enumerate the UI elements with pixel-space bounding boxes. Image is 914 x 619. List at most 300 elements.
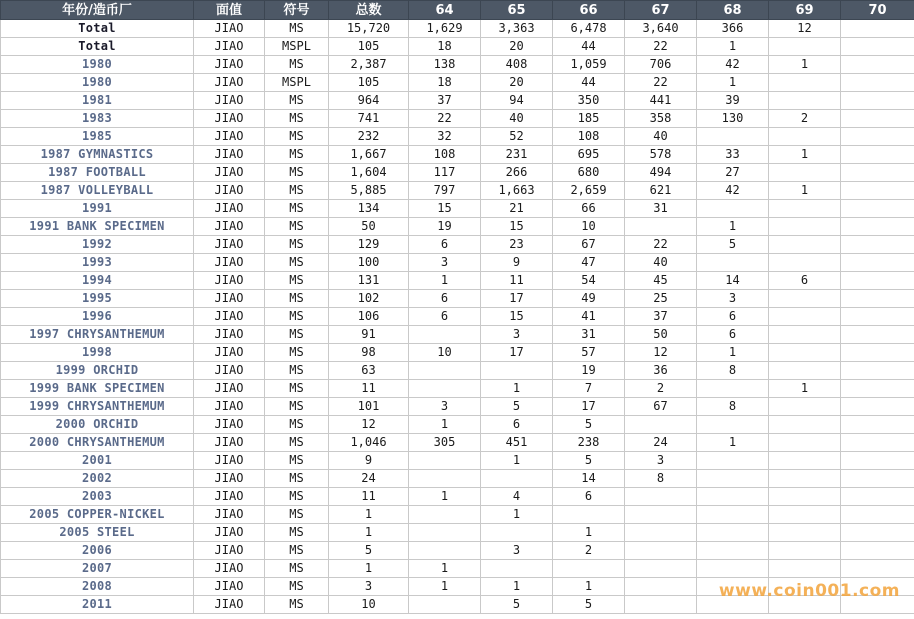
header-grade-68: 68 <box>697 1 769 20</box>
grade-66-cell: 44 <box>553 74 625 92</box>
grade-70-cell <box>841 146 914 164</box>
symbol-cell: MS <box>265 128 329 146</box>
grade-64-cell: 10 <box>409 344 481 362</box>
grade-65-cell: 40 <box>481 110 553 128</box>
grade-70-cell <box>841 236 914 254</box>
total-cell: 98 <box>329 344 409 362</box>
grade-68-cell: 27 <box>697 164 769 182</box>
grade-66-cell: 695 <box>553 146 625 164</box>
watermark: www.coin001.com <box>718 581 900 601</box>
grade-65-cell: 5 <box>481 596 553 614</box>
grade-67-cell: 22 <box>625 38 697 56</box>
grade-69-cell <box>769 362 841 380</box>
grade-68-cell: 8 <box>697 398 769 416</box>
total-cell: 741 <box>329 110 409 128</box>
table-row <box>1 182 914 200</box>
grade-70-cell <box>841 218 914 236</box>
grade-66-cell: 2,659 <box>553 182 625 200</box>
denomination-cell: JIAO <box>194 578 265 596</box>
grade-64-cell: 32 <box>409 128 481 146</box>
grade-67-cell: 706 <box>625 56 697 74</box>
grade-69-cell <box>769 470 841 488</box>
grade-69-cell <box>769 164 841 182</box>
grade-65-cell: 9 <box>481 254 553 272</box>
symbol-cell: MS <box>265 326 329 344</box>
symbol-cell: MS <box>265 380 329 398</box>
grade-70-cell <box>841 542 914 560</box>
grade-66-cell: 66 <box>553 200 625 218</box>
grade-64-cell: 18 <box>409 74 481 92</box>
total-cell: 102 <box>329 290 409 308</box>
grade-70-cell <box>841 254 914 272</box>
grade-65-cell <box>481 470 553 488</box>
total-cell: 11 <box>329 380 409 398</box>
grade-64-cell: 108 <box>409 146 481 164</box>
grade-68-cell: 14 <box>697 272 769 290</box>
total-cell: 2,387 <box>329 56 409 74</box>
header-grade-69: 69 <box>769 1 841 20</box>
denomination-cell: JIAO <box>194 488 265 506</box>
denomination-cell: JIAO <box>194 506 265 524</box>
grade-65-cell: 1 <box>481 578 553 596</box>
grade-67-cell <box>625 488 697 506</box>
grade-68-cell: 1 <box>697 38 769 56</box>
total-cell: 1 <box>329 524 409 542</box>
total-cell: 131 <box>329 272 409 290</box>
denomination-cell: JIAO <box>194 452 265 470</box>
grade-66-cell: 185 <box>553 110 625 128</box>
grade-65-cell: 20 <box>481 74 553 92</box>
symbol-cell: MS <box>265 362 329 380</box>
grade-65-cell: 1 <box>481 506 553 524</box>
grade-68-cell: 1 <box>697 344 769 362</box>
grade-64-cell: 1 <box>409 578 481 596</box>
year-cell: 1995 <box>1 290 194 308</box>
grade-67-cell <box>625 596 697 614</box>
grade-66-cell <box>553 506 625 524</box>
grade-70-cell <box>841 92 914 110</box>
grade-65-cell: 21 <box>481 200 553 218</box>
symbol-cell: MS <box>265 272 329 290</box>
grade-67-cell <box>625 506 697 524</box>
grade-65-cell: 15 <box>481 218 553 236</box>
grade-67-cell: 24 <box>625 434 697 452</box>
year-cell: 1983 <box>1 110 194 128</box>
grade-66-cell: 47 <box>553 254 625 272</box>
grade-70-cell <box>841 164 914 182</box>
grade-64-cell: 305 <box>409 434 481 452</box>
grade-68-cell <box>697 542 769 560</box>
grade-64-cell <box>409 524 481 542</box>
year-cell: 1980 <box>1 74 194 92</box>
grade-70-cell <box>841 74 914 92</box>
grade-64-cell: 6 <box>409 290 481 308</box>
grade-65-cell: 3 <box>481 326 553 344</box>
grade-69-cell: 12 <box>769 20 841 38</box>
total-cell: 3 <box>329 578 409 596</box>
table-row <box>1 272 914 290</box>
table-row <box>1 38 914 56</box>
total-cell: 50 <box>329 218 409 236</box>
grade-66-cell: 49 <box>553 290 625 308</box>
grade-69-cell <box>769 200 841 218</box>
denomination-cell: JIAO <box>194 218 265 236</box>
denomination-cell: JIAO <box>194 56 265 74</box>
denomination-cell: JIAO <box>194 20 265 38</box>
grade-65-cell: 1 <box>481 452 553 470</box>
grade-65-cell: 451 <box>481 434 553 452</box>
grade-70-cell <box>841 362 914 380</box>
grade-68-cell: 6 <box>697 308 769 326</box>
grade-69-cell <box>769 524 841 542</box>
grade-70-cell <box>841 452 914 470</box>
year-cell: 1997 CHRYSANTHEMUM <box>1 326 194 344</box>
grade-64-cell <box>409 506 481 524</box>
header-row <box>1 1 914 20</box>
symbol-cell: MS <box>265 344 329 362</box>
denomination-cell: JIAO <box>194 344 265 362</box>
grade-66-cell: 54 <box>553 272 625 290</box>
denomination-cell: JIAO <box>194 164 265 182</box>
grade-68-cell <box>697 488 769 506</box>
denomination-cell: JIAO <box>194 524 265 542</box>
symbol-cell: MS <box>265 524 329 542</box>
symbol-cell: MS <box>265 20 329 38</box>
grade-64-cell <box>409 596 481 614</box>
grade-65-cell: 23 <box>481 236 553 254</box>
grade-69-cell <box>769 506 841 524</box>
symbol-cell: MS <box>265 434 329 452</box>
table-row <box>1 56 914 74</box>
table-row <box>1 200 914 218</box>
grade-69-cell: 1 <box>769 146 841 164</box>
grade-65-cell: 1,663 <box>481 182 553 200</box>
total-cell: 5,885 <box>329 182 409 200</box>
total-cell: 9 <box>329 452 409 470</box>
grade-65-cell: 11 <box>481 272 553 290</box>
grade-69-cell <box>769 326 841 344</box>
symbol-cell: MS <box>265 560 329 578</box>
grade-66-cell: 31 <box>553 326 625 344</box>
table-row <box>1 110 914 128</box>
grade-66-cell: 108 <box>553 128 625 146</box>
grade-70-cell <box>841 470 914 488</box>
denomination-cell: JIAO <box>194 38 265 56</box>
grade-69-cell <box>769 128 841 146</box>
year-cell: 1985 <box>1 128 194 146</box>
grade-70-cell <box>841 380 914 398</box>
grade-68-cell: 1 <box>697 434 769 452</box>
grade-66-cell: 238 <box>553 434 625 452</box>
grade-69-cell: 2 <box>769 110 841 128</box>
grade-65-cell: 15 <box>481 308 553 326</box>
year-cell: 1981 <box>1 92 194 110</box>
table-row <box>1 506 914 524</box>
header-grade-66: 66 <box>553 1 625 20</box>
table-row <box>1 434 914 452</box>
year-cell: 1996 <box>1 308 194 326</box>
total-cell: 10 <box>329 596 409 614</box>
grade-66-cell: 5 <box>553 596 625 614</box>
grade-69-cell <box>769 560 841 578</box>
table-row <box>1 20 914 38</box>
grade-67-cell <box>625 560 697 578</box>
grade-69-cell <box>769 236 841 254</box>
grade-64-cell: 138 <box>409 56 481 74</box>
total-cell: 5 <box>329 542 409 560</box>
grade-67-cell: 50 <box>625 326 697 344</box>
grade-65-cell <box>481 524 553 542</box>
total-cell: 1 <box>329 506 409 524</box>
grade-64-cell <box>409 326 481 344</box>
table-row <box>1 326 914 344</box>
total-cell: 129 <box>329 236 409 254</box>
grade-66-cell: 5 <box>553 416 625 434</box>
grade-69-cell <box>769 416 841 434</box>
grade-67-cell: 8 <box>625 470 697 488</box>
grade-67-cell: 67 <box>625 398 697 416</box>
grade-68-cell: 366 <box>697 20 769 38</box>
grade-68-cell: 39 <box>697 92 769 110</box>
table-row <box>1 92 914 110</box>
table-body <box>1 20 914 614</box>
grade-68-cell <box>697 560 769 578</box>
denomination-cell: JIAO <box>194 128 265 146</box>
denomination-cell: JIAO <box>194 326 265 344</box>
grade-65-cell: 17 <box>481 344 553 362</box>
grade-65-cell <box>481 362 553 380</box>
grade-66-cell: 41 <box>553 308 625 326</box>
grade-70-cell <box>841 128 914 146</box>
grade-65-cell: 20 <box>481 38 553 56</box>
grade-66-cell: 6 <box>553 488 625 506</box>
grade-67-cell: 2 <box>625 380 697 398</box>
grade-69-cell: 1 <box>769 182 841 200</box>
grade-65-cell: 17 <box>481 290 553 308</box>
year-cell: 1999 ORCHID <box>1 362 194 380</box>
symbol-cell: MS <box>265 146 329 164</box>
grade-64-cell <box>409 470 481 488</box>
grade-66-cell: 17 <box>553 398 625 416</box>
table-row <box>1 362 914 380</box>
grade-67-cell: 441 <box>625 92 697 110</box>
grade-69-cell <box>769 290 841 308</box>
grade-67-cell: 22 <box>625 236 697 254</box>
grade-69-cell <box>769 218 841 236</box>
grade-69-cell <box>769 344 841 362</box>
grade-64-cell: 6 <box>409 236 481 254</box>
grade-65-cell: 3,363 <box>481 20 553 38</box>
grade-70-cell <box>841 506 914 524</box>
table-row <box>1 452 914 470</box>
grade-68-cell <box>697 254 769 272</box>
grade-70-cell <box>841 398 914 416</box>
denomination-cell: JIAO <box>194 362 265 380</box>
header-grade-64: 64 <box>409 1 481 20</box>
grade-70-cell <box>841 434 914 452</box>
grade-68-cell <box>697 416 769 434</box>
grade-67-cell <box>625 416 697 434</box>
year-cell: 1994 <box>1 272 194 290</box>
year-cell: 2005 COPPER-NICKEL <box>1 506 194 524</box>
grade-67-cell: 25 <box>625 290 697 308</box>
header-grade-70: 70 <box>841 1 914 20</box>
grade-69-cell <box>769 398 841 416</box>
grade-68-cell: 42 <box>697 182 769 200</box>
grade-69-cell <box>769 74 841 92</box>
grade-64-cell: 1 <box>409 488 481 506</box>
grade-66-cell: 67 <box>553 236 625 254</box>
grade-66-cell: 7 <box>553 380 625 398</box>
grade-66-cell: 10 <box>553 218 625 236</box>
grade-66-cell: 44 <box>553 38 625 56</box>
year-cell: 2003 <box>1 488 194 506</box>
symbol-cell: MS <box>265 236 329 254</box>
denomination-cell: JIAO <box>194 74 265 92</box>
year-cell: 1987 VOLLEYBALL <box>1 182 194 200</box>
year-cell: 2007 <box>1 560 194 578</box>
denomination-cell: JIAO <box>194 182 265 200</box>
grade-64-cell: 18 <box>409 38 481 56</box>
grade-69-cell <box>769 254 841 272</box>
year-cell: 1999 CHRYSANTHEMUM <box>1 398 194 416</box>
header-grade-67: 67 <box>625 1 697 20</box>
header-symbol: 符号 <box>265 1 329 20</box>
table-row <box>1 542 914 560</box>
year-cell: 1987 FOOTBALL <box>1 164 194 182</box>
grade-70-cell <box>841 182 914 200</box>
grade-67-cell <box>625 218 697 236</box>
year-cell: 1980 <box>1 56 194 74</box>
grade-67-cell: 578 <box>625 146 697 164</box>
denomination-cell: JIAO <box>194 92 265 110</box>
grade-64-cell: 797 <box>409 182 481 200</box>
symbol-cell: MSPL <box>265 38 329 56</box>
year-cell: 1992 <box>1 236 194 254</box>
grade-64-cell: 117 <box>409 164 481 182</box>
symbol-cell: MS <box>265 200 329 218</box>
grade-69-cell <box>769 308 841 326</box>
table-row <box>1 470 914 488</box>
grade-66-cell: 680 <box>553 164 625 182</box>
grade-66-cell: 1,059 <box>553 56 625 74</box>
year-cell: 2002 <box>1 470 194 488</box>
symbol-cell: MS <box>265 578 329 596</box>
year-cell: 1991 BANK SPECIMEN <box>1 218 194 236</box>
grade-65-cell: 94 <box>481 92 553 110</box>
grade-69-cell <box>769 452 841 470</box>
table-row <box>1 398 914 416</box>
total-cell: 105 <box>329 74 409 92</box>
grade-69-cell <box>769 92 841 110</box>
header-grade-65: 65 <box>481 1 553 20</box>
grade-70-cell <box>841 488 914 506</box>
grade-65-cell: 231 <box>481 146 553 164</box>
grade-69-cell <box>769 38 841 56</box>
grade-67-cell: 45 <box>625 272 697 290</box>
symbol-cell: MS <box>265 506 329 524</box>
denomination-cell: JIAO <box>194 236 265 254</box>
year-cell: 2001 <box>1 452 194 470</box>
denomination-cell: JIAO <box>194 146 265 164</box>
total-cell: 232 <box>329 128 409 146</box>
total-cell: 106 <box>329 308 409 326</box>
grade-64-cell: 3 <box>409 398 481 416</box>
grade-67-cell: 621 <box>625 182 697 200</box>
grade-65-cell: 4 <box>481 488 553 506</box>
grade-67-cell: 37 <box>625 308 697 326</box>
denomination-cell: JIAO <box>194 398 265 416</box>
grade-68-cell: 3 <box>697 290 769 308</box>
grade-68-cell: 1 <box>697 74 769 92</box>
grade-67-cell: 12 <box>625 344 697 362</box>
denomination-cell: JIAO <box>194 416 265 434</box>
denomination-cell: JIAO <box>194 254 265 272</box>
grade-69-cell: 6 <box>769 272 841 290</box>
grade-68-cell: 33 <box>697 146 769 164</box>
grade-65-cell: 52 <box>481 128 553 146</box>
grade-64-cell <box>409 542 481 560</box>
grade-64-cell: 15 <box>409 200 481 218</box>
grade-68-cell: 1 <box>697 218 769 236</box>
table-row <box>1 164 914 182</box>
grade-70-cell <box>841 38 914 56</box>
grade-66-cell: 14 <box>553 470 625 488</box>
grade-68-cell <box>697 470 769 488</box>
grade-68-cell: 42 <box>697 56 769 74</box>
grade-68-cell: 8 <box>697 362 769 380</box>
grade-64-cell <box>409 362 481 380</box>
total-cell: 101 <box>329 398 409 416</box>
denomination-cell: JIAO <box>194 470 265 488</box>
grade-70-cell <box>841 20 914 38</box>
table-row <box>1 218 914 236</box>
grade-65-cell: 5 <box>481 398 553 416</box>
total-cell: 1,604 <box>329 164 409 182</box>
total-cell: 1,667 <box>329 146 409 164</box>
grade-70-cell <box>841 110 914 128</box>
total-cell: 134 <box>329 200 409 218</box>
total-cell: 1 <box>329 560 409 578</box>
grade-64-cell: 1 <box>409 272 481 290</box>
grade-68-cell <box>697 200 769 218</box>
symbol-cell: MS <box>265 254 329 272</box>
total-cell: 12 <box>329 416 409 434</box>
table-row <box>1 236 914 254</box>
grade-65-cell: 3 <box>481 542 553 560</box>
grade-66-cell: 1 <box>553 524 625 542</box>
symbol-cell: MS <box>265 218 329 236</box>
year-cell: 2006 <box>1 542 194 560</box>
grade-65-cell: 1 <box>481 380 553 398</box>
grade-68-cell <box>697 452 769 470</box>
grade-66-cell: 2 <box>553 542 625 560</box>
grade-64-cell: 19 <box>409 218 481 236</box>
denomination-cell: JIAO <box>194 560 265 578</box>
year-cell: 1993 <box>1 254 194 272</box>
grade-70-cell <box>841 200 914 218</box>
symbol-cell: MS <box>265 164 329 182</box>
table-row <box>1 254 914 272</box>
symbol-cell: MS <box>265 110 329 128</box>
symbol-cell: MS <box>265 56 329 74</box>
header-total: 总数 <box>329 1 409 20</box>
denomination-cell: JIAO <box>194 434 265 452</box>
grade-70-cell <box>841 326 914 344</box>
grade-66-cell <box>553 560 625 578</box>
grade-69-cell: 1 <box>769 380 841 398</box>
grade-64-cell: 3 <box>409 254 481 272</box>
